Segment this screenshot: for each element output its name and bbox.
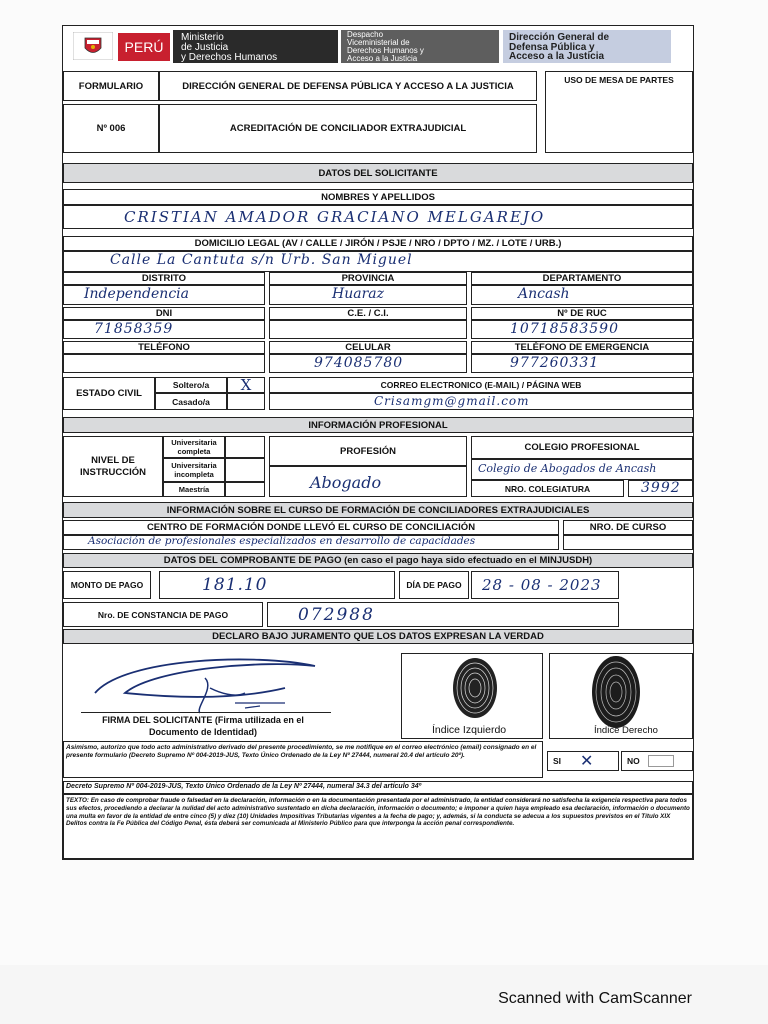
ministry-block: [173, 30, 338, 63]
celular-label: CELULAR: [269, 341, 467, 354]
soltero-mark: X: [240, 376, 252, 394]
dg-line-3: Acceso a la Justicia: [509, 51, 605, 62]
form-title: ACREDITACIÓN DE CONCILIADOR EXTRAJUDICIAL: [159, 104, 537, 153]
nro-curso-label: NRO. DE CURSO: [563, 520, 693, 535]
celular-field: [269, 354, 467, 373]
distrito-value: Independencia: [84, 286, 189, 302]
si-label: SI: [553, 756, 562, 766]
dni-field: [63, 320, 265, 339]
dg-line-1: Dirección General de: [509, 32, 610, 43]
soltero-label: Soltero/a: [155, 377, 227, 393]
colegiatura-value: 3992: [641, 480, 681, 496]
mesa-partes-box: [545, 71, 693, 153]
correo-value: Crisamgm@gmail.com: [374, 394, 530, 408]
monto-label: MONTO DE PAGO: [63, 571, 151, 599]
firma-label: FIRMA DEL SOLICITANTE (Firma utilizada en el Documento de Identidad): [102, 715, 304, 737]
level-maestria: Maestría: [163, 482, 225, 497]
profesion-field: [269, 466, 467, 497]
colegiatura-label: NRO. COLEGIATURA: [471, 480, 624, 497]
centro-value: Asociación de profesionales especializados en desarrollo de capacidades: [88, 535, 476, 547]
ruc-value: 10718583590: [510, 321, 619, 337]
nombres-field: [63, 205, 693, 229]
level-univ-incompleta: [163, 458, 225, 482]
departamento-label: DEPARTAMENTO: [471, 272, 693, 285]
section-profesional: INFORMACIÓN PROFESIONAL: [63, 417, 693, 433]
section-curso: INFORMACIÓN SOBRE EL CURSO DE FORMACIÓN DE CONCILIADORES EXTRAJUDICIALES: [63, 502, 693, 518]
ministry-line-1: Ministerio: [181, 32, 224, 43]
form-number: Nº 006: [63, 104, 159, 153]
colegio-value: Colegio de Abogados de Ancash: [478, 462, 657, 475]
fingerprint-left-icon: [450, 656, 500, 720]
domicilio-field: [63, 251, 693, 272]
nombres-value: CRISTIAN AMADOR GRACIANO MELGAREJO: [124, 208, 546, 226]
section-juramento: DECLARO BAJO JURAMENTO QUE LOS DATOS EXPRESAN LA VERDAD: [63, 629, 693, 644]
no-box: [621, 751, 693, 771]
constancia-field: [267, 602, 619, 627]
dg-line-2: Defensa Pública y: [509, 41, 595, 53]
ministry-line-2: de Justicia: [181, 42, 229, 53]
constancia-label: Nro. DE CONSTANCIA DE PAGO: [63, 602, 263, 627]
colegiatura-field: [628, 480, 693, 497]
ce-label: C.E. / C.I.: [269, 307, 467, 320]
level-checkbox-2[interactable]: [225, 458, 265, 482]
estado-civil-label: ESTADO CIVIL: [63, 377, 155, 410]
decreto-text: Decreto Supremo Nº 004-2019-JUS, Texto Único Ordenado de la Ley Nº 27444, numeral 34.3 del artículo 34º: [66, 783, 422, 790]
provincia-field: [269, 285, 467, 305]
form-sheet: [62, 25, 694, 860]
texto-box: [63, 794, 693, 859]
ruc-label: Nº DE RUC: [471, 307, 693, 320]
section-solicitante: DATOS DEL SOLICITANTE: [63, 163, 693, 183]
section-pago: DATOS DEL COMPROBANTE DE PAGO (en caso el pago haya sido efectuado en el MINJUSDH): [63, 553, 693, 568]
vice-line-3: Derechos Humanos y: [347, 46, 424, 55]
dia-field: [471, 571, 619, 599]
fingerprint-right-box: [549, 653, 693, 739]
direccion-title: DIRECCIÓN GENERAL DE DEFENSA PÚBLICA Y ACCESO A LA JUSTICIA: [159, 71, 537, 101]
si-box: [547, 751, 619, 771]
decreto-box: [63, 781, 693, 794]
distrito-label: DISTRITO: [63, 272, 265, 285]
emergencia-value: 977260331: [510, 355, 600, 371]
indice-der-label: Índice Derecho: [594, 725, 658, 736]
vice-line-1: Despacho: [347, 30, 384, 39]
casado-checkbox[interactable]: [227, 393, 265, 410]
monto-value: 181.10: [202, 575, 268, 595]
nivel-label-text: NIVEL DE INSTRUCCIÓN: [80, 454, 146, 478]
no-checkbox[interactable]: [648, 755, 674, 767]
indice-izq-label: Índice Izquierdo: [432, 724, 507, 736]
correo-field: [269, 393, 693, 410]
provincia-label: PROVINCIA: [269, 272, 467, 285]
level-univ-completa: [163, 436, 225, 458]
peru-shield-icon: [73, 32, 113, 60]
mesa-partes-label: USO DE MESA DE PARTES: [564, 75, 674, 85]
level-checkbox-1[interactable]: [225, 436, 265, 458]
level-univ-completa-text: Universitaria completa: [171, 438, 217, 456]
peru-brand: [118, 33, 170, 61]
profesion-value: Abogado: [310, 473, 382, 492]
emergencia-field: [471, 354, 693, 373]
ce-field: [269, 320, 467, 339]
departamento-value: Ancash: [518, 286, 570, 302]
dia-value: 28 - 08 - 2023: [482, 576, 602, 594]
asimismo-text: Asimismo, autorizo que todo acto administrativo derivado del presente procedimiento, se me notifique en el correo electrónico (email) consignado en el presente formulario (Decreto Supremo Nº 004-2019-JUS, Texto Único Ordenado de la Ley Nº 27444, numeral 20.4 del artículo 20º).: [66, 744, 537, 759]
ruc-field: [471, 320, 693, 339]
soltero-checkbox[interactable]: [227, 377, 265, 393]
level-univ-incompleta-text: Universitaria incompleta: [171, 461, 217, 479]
correo-label: CORREO ELECTRONICO (E-MAIL) / PÁGINA WEB: [269, 377, 693, 393]
asimismo-box: [63, 741, 543, 778]
celular-value: 974085780: [314, 355, 404, 371]
departamento-field: [471, 285, 693, 305]
signature-line: [81, 712, 331, 713]
constancia-value: 072988: [298, 605, 375, 625]
centro-field: [63, 535, 559, 550]
no-label: NO: [627, 756, 640, 766]
colegio-label: COLEGIO PROFESIONAL: [471, 436, 693, 459]
telefono-label: TELÉFONO: [63, 341, 265, 354]
signature: [85, 648, 335, 718]
monto-field: [159, 571, 395, 599]
nivel-label: [63, 436, 163, 497]
casado-label: Casado/a: [155, 393, 227, 410]
level-checkbox-3[interactable]: [225, 482, 265, 497]
domicilio-value: Calle La Cantuta s/n Urb. San Miguel: [110, 252, 413, 268]
texto-text: TEXTO: En caso de comprobar fraude o falsedad en la declaración, información o en la documentación presentada por el administrado, la entidad considerará no satisfecha la exigencia respectiva para todos sus efectos, procediendo a declarar la nulidad del acto administrativo sustentado en dicha declaración, información o documento; e imponer a quien haya empleado esa declaración, información o documento una multa en favor de la entidad de entre cinco (5) y diez (10) Unidades Impositivas Tributarias vigentes a la fecha de pago; y, además, si la conducta se adecua a los supuestos previstos en el Título XIX Delitos contra la Fe Pública del Código Penal, ésta deberá ser comunicada al Ministerio Público para que interponga la acción penal correspondiente.: [66, 797, 690, 828]
vice-line-2: Viceministerial de: [347, 38, 410, 47]
camscanner-watermark: Scanned with CamScanner: [498, 990, 692, 1007]
dni-value: 71858359: [94, 321, 174, 337]
formulario-label: FORMULARIO: [63, 71, 159, 101]
ministry-line-3: y Derechos Humanos: [181, 52, 278, 63]
vice-block: [341, 30, 499, 63]
colegio-field: [471, 459, 693, 480]
centro-label: CENTRO DE FORMACIÓN DONDE LLEVÓ EL CURSO DE CONCILIACIÓN: [63, 520, 559, 535]
dia-label: DÍA DE PAGO: [399, 571, 469, 599]
dni-label: DNI: [63, 307, 265, 320]
profesion-label: PROFESIÓN: [269, 436, 467, 466]
fingerprint-right-icon: [590, 654, 642, 730]
distrito-field: [63, 285, 265, 305]
si-mark[interactable]: ✕: [580, 751, 594, 770]
fingerprint-left-box: [401, 653, 543, 739]
telefono-field: [63, 354, 265, 373]
domicilio-label: DOMICILIO LEGAL (AV / CALLE / JIRÓN / PSJE / NRO / DPTO / MZ. / LOTE / URB.): [63, 236, 693, 251]
peru-label: PERÚ: [124, 39, 164, 55]
vice-line-4: Acceso a la Justicia: [347, 54, 418, 63]
dg-block: [503, 30, 671, 63]
nro-curso-field: [563, 535, 693, 550]
nombres-label: NOMBRES Y APELLIDOS: [63, 189, 693, 205]
provincia-value: Huaraz: [332, 286, 384, 302]
emergencia-label: TELÉFONO DE EMERGENCIA: [471, 341, 693, 354]
